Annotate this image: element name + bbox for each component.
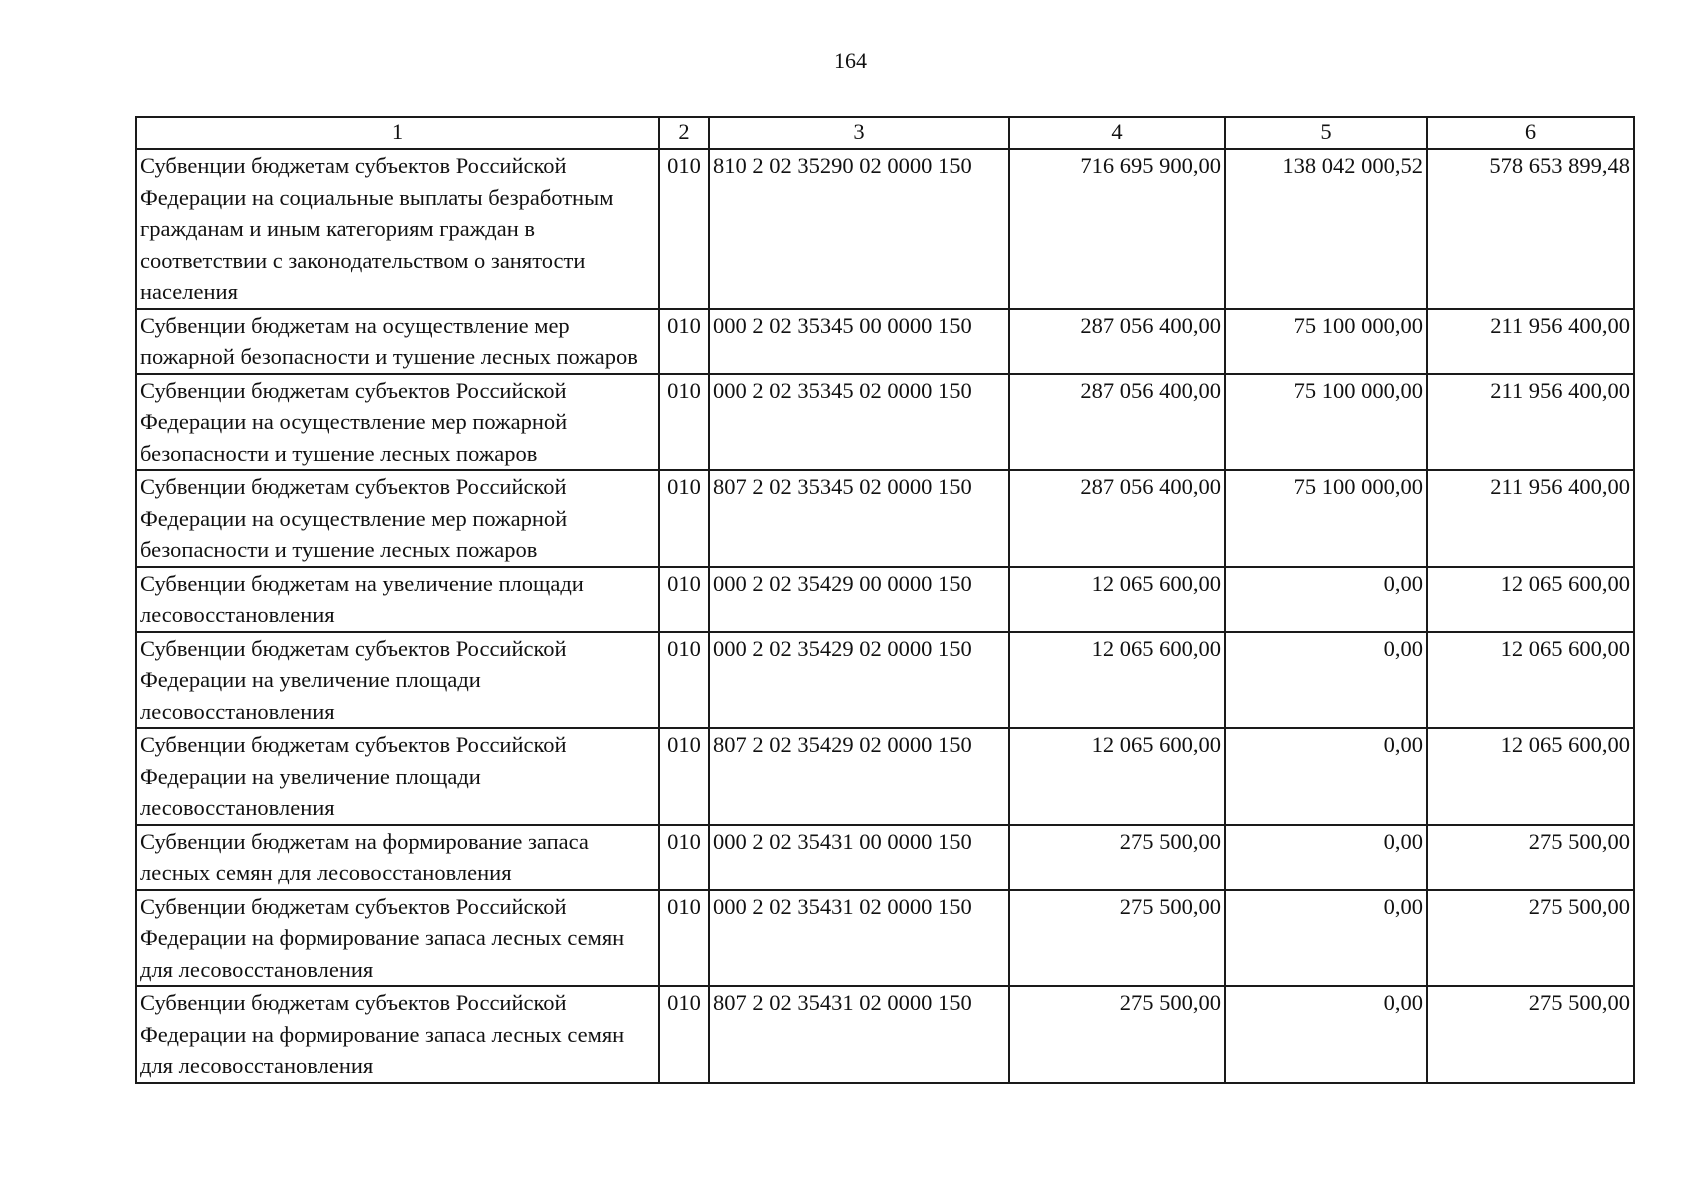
- approved-amount-cell: 287 056 400,00: [1009, 374, 1225, 471]
- executed-amount-cell: 75 100 000,00: [1225, 309, 1427, 374]
- unexecuted-amount-cell: 211 956 400,00: [1427, 374, 1634, 471]
- column-header-5: 5: [1225, 117, 1427, 149]
- column-header-2: 2: [659, 117, 709, 149]
- unexecuted-amount-cell: 275 500,00: [1427, 825, 1634, 890]
- budget-table: [135, 116, 1635, 1084]
- budget-code-cell: 810 2 02 35290 02 0000 150: [709, 149, 1009, 309]
- line-code-cell: 010: [659, 825, 709, 890]
- income-name-cell: Субвенции бюджетам на осуществление мер пожарной безопасности и тушение лесных пожаров: [136, 309, 659, 374]
- approved-amount-cell: 275 500,00: [1009, 825, 1225, 890]
- approved-amount-cell: 12 065 600,00: [1009, 567, 1225, 632]
- executed-amount-cell: 0,00: [1225, 632, 1427, 729]
- budget-code-cell: 000 2 02 35429 02 0000 150: [709, 632, 1009, 729]
- unexecuted-amount-cell: 275 500,00: [1427, 890, 1634, 987]
- column-header-3: 3: [709, 117, 1009, 149]
- budget-code-cell: 000 2 02 35429 00 0000 150: [709, 567, 1009, 632]
- line-code-cell: 010: [659, 374, 709, 471]
- line-code-cell: 010: [659, 890, 709, 987]
- budget-code-cell: 000 2 02 35345 00 0000 150: [709, 309, 1009, 374]
- table-row: [136, 632, 1634, 729]
- executed-amount-cell: 0,00: [1225, 890, 1427, 987]
- line-code-cell: 010: [659, 309, 709, 374]
- unexecuted-amount-cell: 275 500,00: [1427, 986, 1634, 1083]
- line-code-cell: 010: [659, 567, 709, 632]
- executed-amount-cell: 0,00: [1225, 986, 1427, 1083]
- unexecuted-amount-cell: 12 065 600,00: [1427, 728, 1634, 825]
- line-code-cell: 010: [659, 986, 709, 1083]
- page-number: 164: [834, 48, 867, 73]
- table-row: [136, 309, 1634, 374]
- line-code-cell: 010: [659, 632, 709, 729]
- executed-amount-cell: 75 100 000,00: [1225, 374, 1427, 471]
- executed-amount-cell: 0,00: [1225, 567, 1427, 632]
- column-header-1: 1: [136, 117, 659, 149]
- income-name-cell: Субвенции бюджетам субъектов Российской Федерации на осуществление мер пожарной безопасности и тушение лесных пожаров: [136, 470, 659, 567]
- header-row: [136, 117, 1634, 149]
- line-code-cell: 010: [659, 470, 709, 567]
- budget-code-cell: 000 2 02 35345 02 0000 150: [709, 374, 1009, 471]
- table-row: [136, 986, 1634, 1083]
- approved-amount-cell: 287 056 400,00: [1009, 309, 1225, 374]
- income-name-cell: Субвенции бюджетам на формирование запаса лесных семян для лесовосстановления: [136, 825, 659, 890]
- table-row: [136, 374, 1634, 471]
- table-row: [136, 149, 1634, 309]
- income-name-cell: Субвенции бюджетам субъектов Российской Федерации на социальные выплаты безработным гражданам и иным категориям граждан в соответствии с законодательством о занятости населения: [136, 149, 659, 309]
- table-row: [136, 470, 1634, 567]
- budget-code-cell: 807 2 02 35345 02 0000 150: [709, 470, 1009, 567]
- unexecuted-amount-cell: 211 956 400,00: [1427, 309, 1634, 374]
- executed-amount-cell: 138 042 000,52: [1225, 149, 1427, 309]
- approved-amount-cell: 716 695 900,00: [1009, 149, 1225, 309]
- approved-amount-cell: 275 500,00: [1009, 986, 1225, 1083]
- budget-code-cell: 000 2 02 35431 02 0000 150: [709, 890, 1009, 987]
- approved-amount-cell: 287 056 400,00: [1009, 470, 1225, 567]
- income-name-cell: Субвенции бюджетам субъектов Российской Федерации на увеличение площади лесовосстановления: [136, 728, 659, 825]
- income-name-cell: Субвенции бюджетам субъектов Российской Федерации на формирование запаса лесных семян для лесовосстановления: [136, 986, 659, 1083]
- unexecuted-amount-cell: 12 065 600,00: [1427, 632, 1634, 729]
- table-row: [136, 825, 1634, 890]
- line-code-cell: 010: [659, 728, 709, 825]
- column-header-4: 4: [1009, 117, 1225, 149]
- income-name-cell: Субвенции бюджетам на увеличение площади лесовосстановления: [136, 567, 659, 632]
- budget-code-cell: 807 2 02 35431 02 0000 150: [709, 986, 1009, 1083]
- approved-amount-cell: 275 500,00: [1009, 890, 1225, 987]
- line-code-cell: 010: [659, 149, 709, 309]
- income-name-cell: Субвенции бюджетам субъектов Российской Федерации на формирование запаса лесных семян для лесовосстановления: [136, 890, 659, 987]
- budget-code-cell: 000 2 02 35431 00 0000 150: [709, 825, 1009, 890]
- unexecuted-amount-cell: 12 065 600,00: [1427, 567, 1634, 632]
- unexecuted-amount-cell: 578 653 899,48: [1427, 149, 1634, 309]
- budget-code-cell: 807 2 02 35429 02 0000 150: [709, 728, 1009, 825]
- table-row: [136, 567, 1634, 632]
- executed-amount-cell: 0,00: [1225, 728, 1427, 825]
- income-name-cell: Субвенции бюджетам субъектов Российской Федерации на увеличение площади лесовосстановления: [136, 632, 659, 729]
- table-row: [136, 890, 1634, 987]
- executed-amount-cell: 0,00: [1225, 825, 1427, 890]
- table-row: [136, 728, 1634, 825]
- income-name-cell: Субвенции бюджетам субъектов Российской Федерации на осуществление мер пожарной безопасности и тушение лесных пожаров: [136, 374, 659, 471]
- executed-amount-cell: 75 100 000,00: [1225, 470, 1427, 567]
- column-header-6: 6: [1427, 117, 1634, 149]
- approved-amount-cell: 12 065 600,00: [1009, 632, 1225, 729]
- approved-amount-cell: 12 065 600,00: [1009, 728, 1225, 825]
- unexecuted-amount-cell: 211 956 400,00: [1427, 470, 1634, 567]
